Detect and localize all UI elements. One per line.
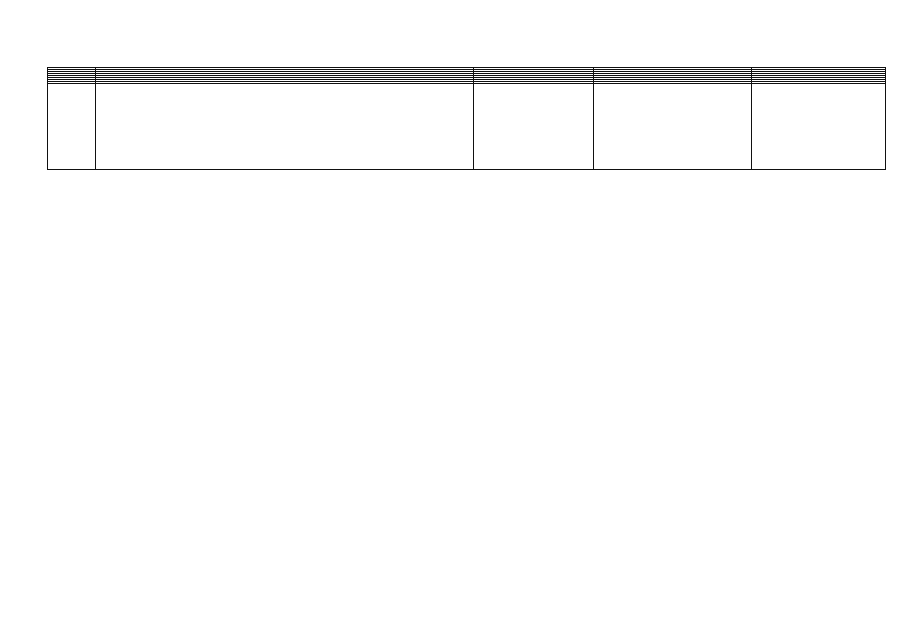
row-number <box>48 84 96 170</box>
events-table <box>47 67 886 170</box>
responsible-persons <box>752 84 886 170</box>
event-title <box>96 84 474 170</box>
event-date <box>474 84 594 170</box>
event-title-text <box>99 85 470 169</box>
table-row <box>48 84 886 170</box>
responsible-department <box>594 84 752 170</box>
